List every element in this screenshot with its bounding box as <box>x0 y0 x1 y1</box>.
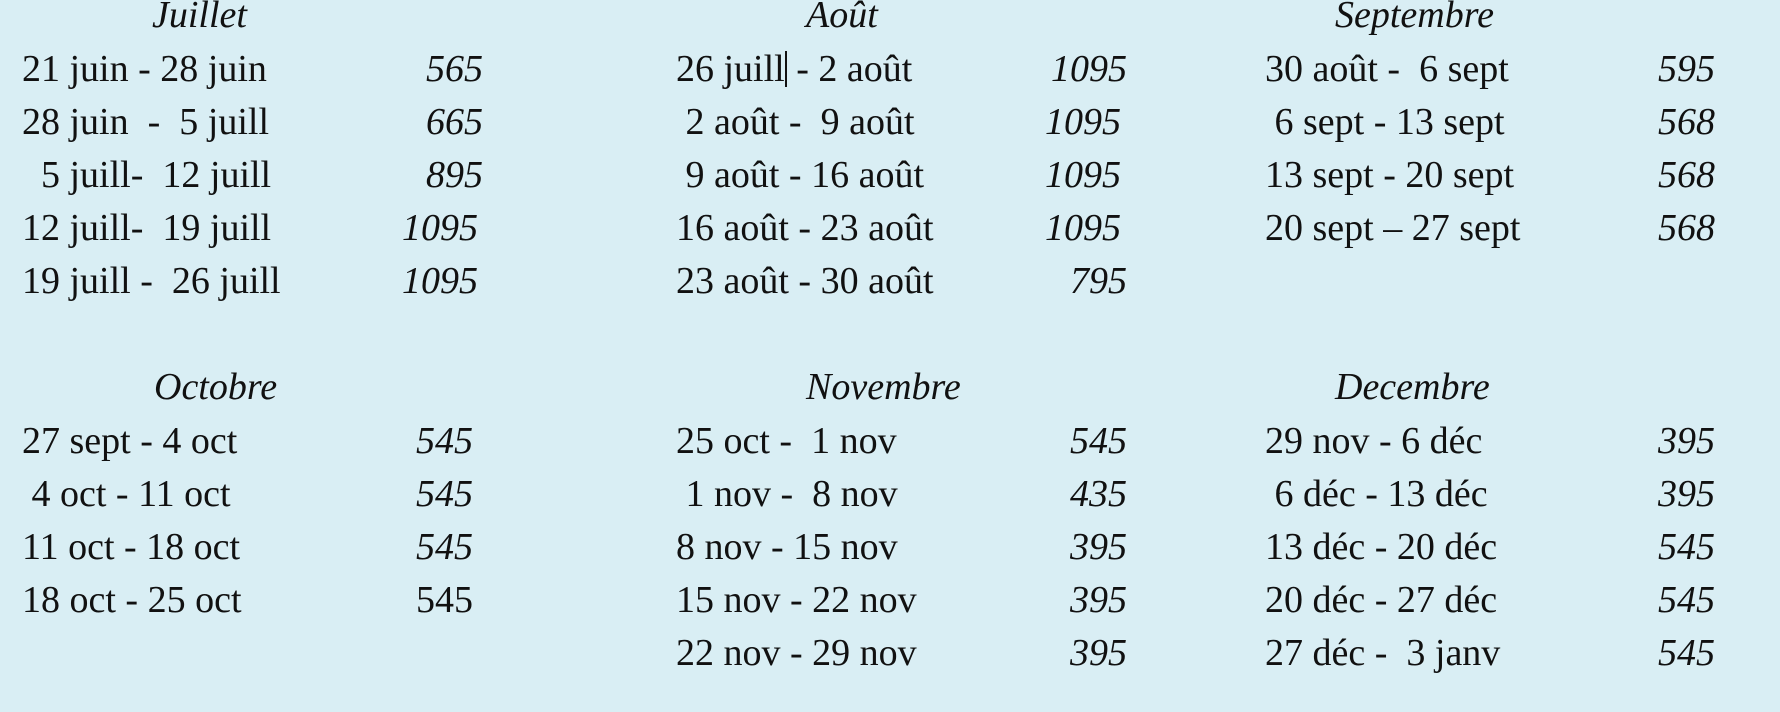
price: 568 <box>1658 154 1715 196</box>
date-range-end: - 2 août <box>786 48 913 90</box>
date-range: 13 sept - 20 sept <box>1265 154 1515 196</box>
date-range: 28 juin - 5 juill <box>22 101 269 143</box>
date-range: 20 déc - 27 déc <box>1265 579 1498 621</box>
table-row <box>676 468 1127 521</box>
table-row <box>676 43 1127 96</box>
price: 545 <box>1658 526 1715 568</box>
date-range: 4 oct - 11 oct <box>22 473 231 515</box>
date-range: 16 août - 23 août <box>676 207 934 249</box>
price: 1095 <box>1051 48 1127 90</box>
date-range: 30 août - 6 sept <box>1265 48 1509 90</box>
price: 895 <box>426 154 483 196</box>
price: 545 <box>416 526 473 568</box>
table-row <box>676 521 1127 574</box>
price: 1095 <box>402 260 478 302</box>
price: 1095 <box>1045 154 1121 196</box>
date-range: 1 nov - 8 nov <box>676 473 898 515</box>
price: 568 <box>1658 207 1715 249</box>
month-title: Novembre <box>806 366 961 408</box>
date-range: 23 août - 30 août <box>676 260 934 302</box>
table-row <box>1265 415 1715 468</box>
date-range: 27 déc - 3 janv <box>1265 632 1501 674</box>
table-row <box>1265 43 1715 96</box>
month-title: Septembre <box>1335 0 1494 36</box>
date-range: 6 déc - 13 déc <box>1265 473 1488 515</box>
table-row <box>22 96 483 149</box>
date-range: 22 nov - 29 nov <box>676 632 917 674</box>
table-row <box>22 149 483 202</box>
price: 545 <box>416 420 473 462</box>
price: 545 <box>1658 632 1715 674</box>
table-row <box>22 468 473 521</box>
table-row <box>1265 574 1715 627</box>
price: 1095 <box>402 207 478 249</box>
price: 545 <box>416 473 473 515</box>
table-row <box>22 574 473 627</box>
month-title: Juillet <box>152 0 247 36</box>
table-row <box>1265 202 1715 255</box>
date-range: 9 août - 16 août <box>676 154 925 196</box>
price: 395 <box>1070 632 1127 674</box>
month-title: Août <box>806 0 878 36</box>
price: 545 <box>1070 420 1127 462</box>
price: 795 <box>1070 260 1127 302</box>
table-row <box>22 202 477 255</box>
price: 435 <box>1070 473 1127 515</box>
table-row <box>22 255 477 308</box>
table-row <box>1265 96 1715 149</box>
price: 395 <box>1070 579 1127 621</box>
price: 395 <box>1658 473 1715 515</box>
date-range: 13 déc - 20 déc <box>1265 526 1498 568</box>
price: 1095 <box>1045 207 1121 249</box>
date-range: 18 oct - 25 oct <box>22 579 242 621</box>
table-row <box>1265 627 1715 680</box>
table-row <box>676 96 1127 149</box>
price: 395 <box>1658 420 1715 462</box>
date-range: 21 juin - 28 juin <box>22 48 267 90</box>
date-range: 27 sept - 4 oct <box>22 420 238 462</box>
price: 568 <box>1658 101 1715 143</box>
date-range: 19 juill - 26 juill <box>22 260 281 302</box>
price: 395 <box>1070 526 1127 568</box>
table-row <box>676 627 1127 680</box>
table-row <box>676 202 1127 255</box>
table-row <box>1265 521 1715 574</box>
table-row <box>676 415 1127 468</box>
table-row <box>22 415 473 468</box>
price: 545 <box>416 579 473 621</box>
date-range: 8 nov - 15 nov <box>676 526 898 568</box>
date-range: 12 juill- 19 juill <box>22 207 272 249</box>
date-range: 25 oct - 1 nov <box>676 420 897 462</box>
date-range: 11 oct - 18 oct <box>22 526 241 568</box>
date-range <box>676 43 912 96</box>
price: 1095 <box>1045 101 1121 143</box>
date-range: 5 juill- 12 juill <box>22 154 272 196</box>
date-range: 2 août - 9 août <box>676 101 915 143</box>
price: 545 <box>1658 579 1715 621</box>
month-title: Octobre <box>154 366 278 408</box>
table-row <box>676 255 1127 308</box>
price: 665 <box>426 101 483 143</box>
date-range: 6 sept - 13 sept <box>1265 101 1505 143</box>
date-range-start: 26 juill <box>676 48 785 90</box>
table-row <box>22 43 483 96</box>
price: 565 <box>426 48 483 90</box>
table-row <box>676 149 1127 202</box>
date-range: 29 nov - 6 déc <box>1265 420 1483 462</box>
date-range: 15 nov - 22 nov <box>676 579 917 621</box>
table-row <box>676 574 1127 627</box>
price: 595 <box>1658 48 1715 90</box>
table-row <box>22 521 473 574</box>
table-row <box>1265 149 1715 202</box>
month-title: Decembre <box>1335 366 1490 408</box>
table-row <box>1265 468 1715 521</box>
date-range: 20 sept – 27 sept <box>1265 207 1521 249</box>
